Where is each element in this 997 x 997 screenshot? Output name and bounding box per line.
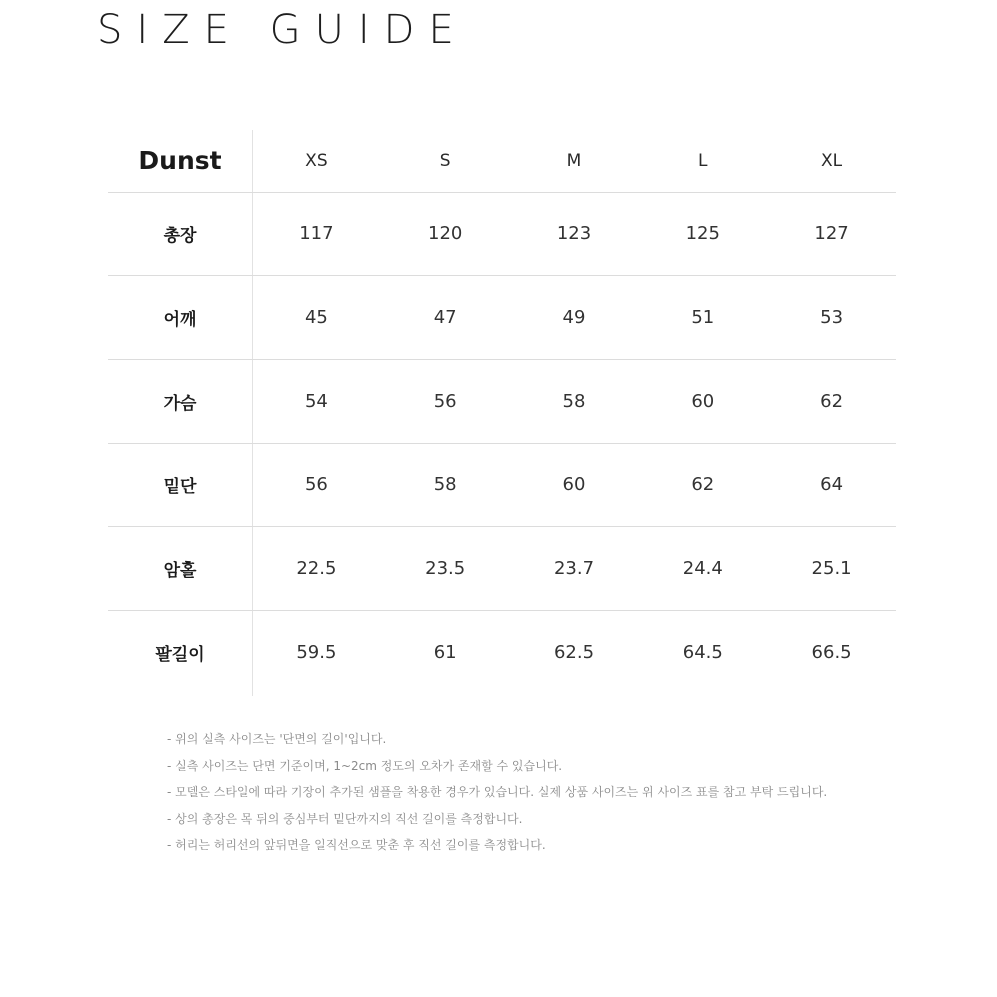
table-cell: 61 xyxy=(433,642,457,664)
table-cell: 49 xyxy=(562,307,586,329)
row-label: 총장 xyxy=(163,226,197,247)
table-cell: 45 xyxy=(304,307,328,329)
row-label: 어깨 xyxy=(163,310,197,331)
note-item: - 상의 총장은 목 뒤의 중심부터 밑단까지의 직선 길이를 측정합니다. xyxy=(167,811,523,826)
table-cell: 51 xyxy=(691,307,715,329)
table-cell: 54 xyxy=(304,390,328,412)
row-label: 암홀 xyxy=(163,561,197,582)
table-row-chest xyxy=(108,359,896,443)
table-cell: 56 xyxy=(304,474,328,496)
table-cell: 24.4 xyxy=(682,558,723,580)
table-row-armhole xyxy=(108,527,896,611)
size-header-l: L xyxy=(698,150,708,171)
table-cell: 56 xyxy=(433,390,457,412)
table-cell: 62 xyxy=(820,390,844,412)
measurement-notes xyxy=(167,726,827,859)
table-cell: 47 xyxy=(433,307,457,329)
table-cell: 66.5 xyxy=(811,642,852,664)
size-header-s: S xyxy=(439,150,451,171)
table-cell: 125 xyxy=(685,223,720,245)
table-cell: 58 xyxy=(562,390,586,412)
table-cell: 60 xyxy=(691,390,715,412)
table-cell: 62 xyxy=(691,474,715,496)
table-cell: 58 xyxy=(433,474,457,496)
table-cell: 123 xyxy=(556,223,592,245)
size-header-xs: XS xyxy=(305,150,328,171)
table-cell: 23.5 xyxy=(425,558,466,580)
table-cell: 59.5 xyxy=(296,642,337,664)
table-row-hem xyxy=(108,443,896,527)
table-cell: 127 xyxy=(814,223,849,245)
row-label: 가슴 xyxy=(163,393,197,414)
table-cell: 64.5 xyxy=(682,642,723,664)
note-item: - 모델은 스타일에 따라 기장이 추가된 샘플을 착용한 경우가 있습니다. 실제 상품 사이즈는 위 사이즈 표를 참고 부탁 드립니다. xyxy=(167,785,828,799)
table-cell: 60 xyxy=(562,474,586,496)
table-row-sleeve-length xyxy=(108,610,896,694)
size-table xyxy=(108,130,896,694)
note-item: - 실측 사이즈는 단면 기준이며, 1~2cm 정도의 오차가 존재할 수 있습니다. xyxy=(167,758,563,773)
page-title: SIZE GUIDE xyxy=(97,7,468,53)
table-cell: 120 xyxy=(428,223,463,245)
size-table-container xyxy=(108,130,896,694)
table-header-row xyxy=(108,130,896,192)
size-header-xl: XL xyxy=(821,150,843,171)
note-item: - 위의 실측 사이즈는 '단면의 길이'입니다. xyxy=(167,732,387,746)
brand-name: Dunst xyxy=(138,146,222,176)
size-header-m: M xyxy=(566,150,582,171)
table-cell: 117 xyxy=(299,223,334,245)
table-cell: 53 xyxy=(820,307,844,329)
table-row-shoulder xyxy=(108,276,896,360)
table-cell: 62.5 xyxy=(553,642,595,664)
row-label: 팔길이 xyxy=(155,645,205,666)
table-row-total-length xyxy=(108,192,896,276)
table-cell: 22.5 xyxy=(296,558,337,580)
table-cell: 25.1 xyxy=(811,558,852,580)
row-label: 밑단 xyxy=(163,477,197,498)
table-cell: 64 xyxy=(820,474,844,496)
table-cell: 23.7 xyxy=(553,558,595,580)
note-item: - 허리는 허리선의 앞뒤면을 일직선으로 맞춘 후 직선 길이를 측정합니다. xyxy=(167,838,546,852)
